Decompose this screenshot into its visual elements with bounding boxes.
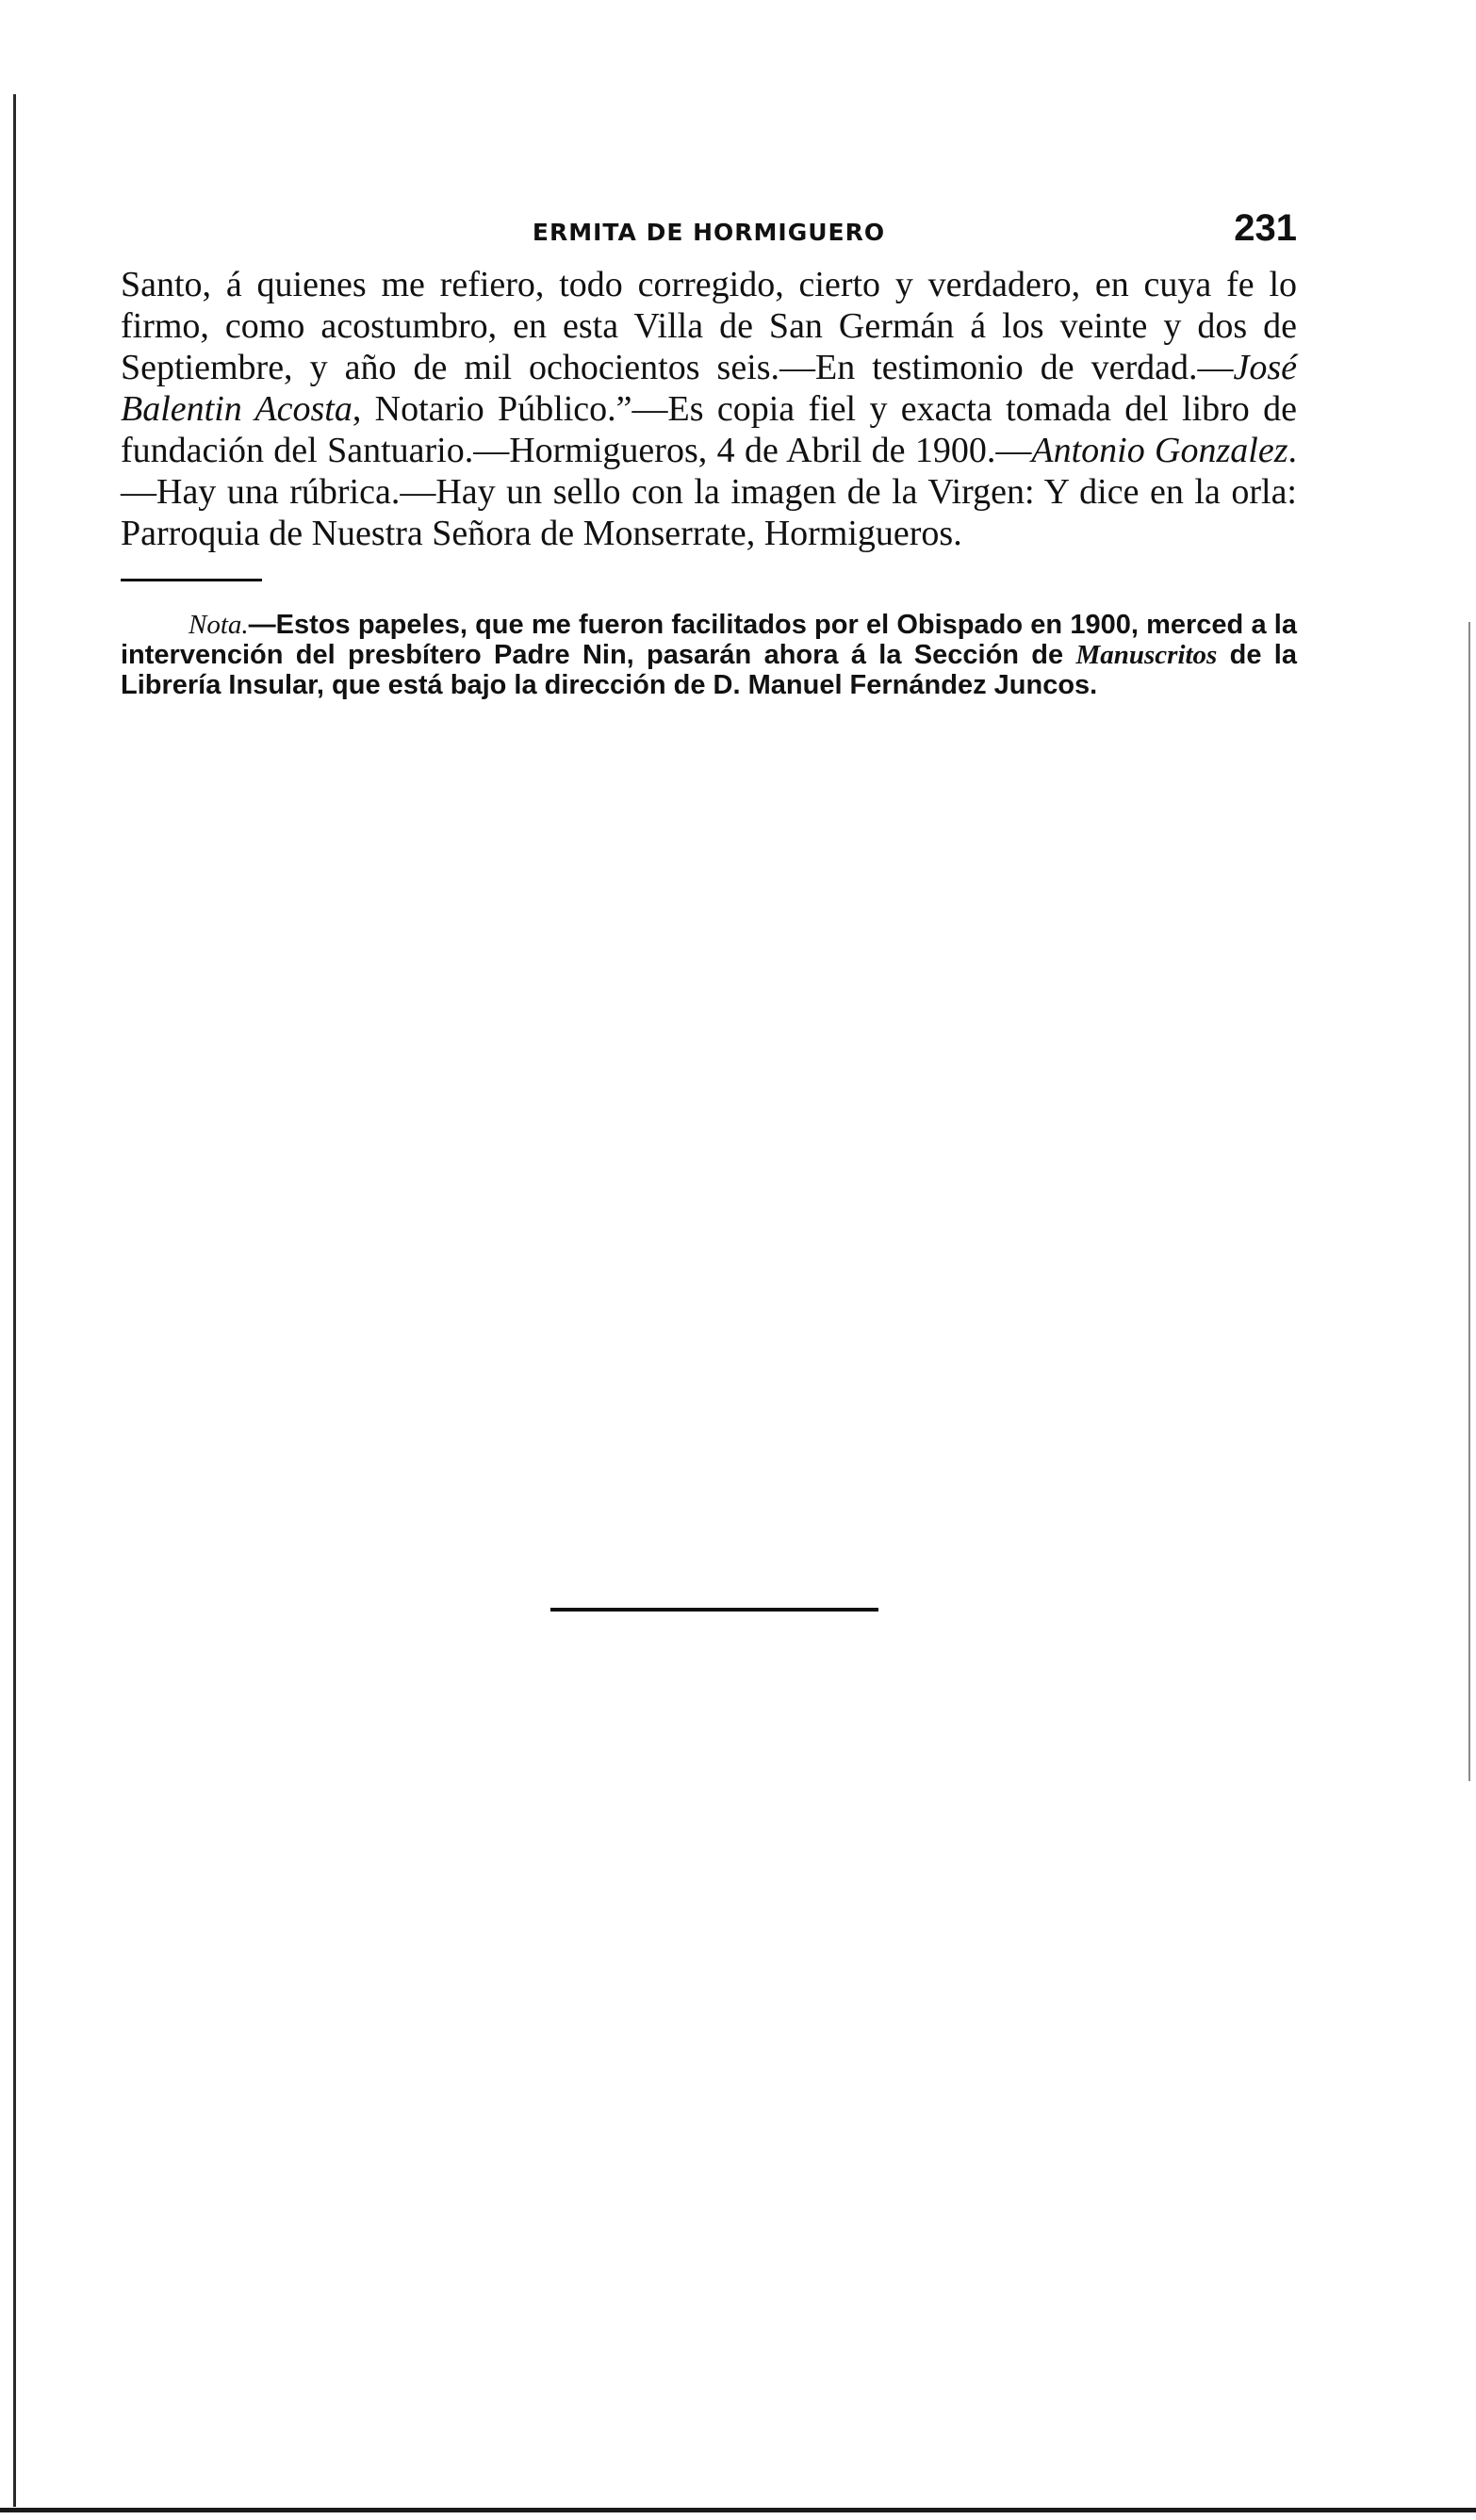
body-text-part-1: Santo, á quienes me refiero, todo corregido, cierto y verdadero, en cuya fe lo firmo, como acostumbro, en esta Villa de San Germán á los veinte y dos de Septiembre, y año de mil ochocientos seis.—En testimonio de verdad.— (121, 265, 1297, 387)
signer-name-2: Antonio Gonzalez (1031, 431, 1288, 470)
running-head (121, 207, 1297, 264)
body-text-part-3: .—Hay una rúbrica.—Hay un sello con la imagen de la Virgen: Y dice en la orla: Parroquia de Nuestra Señora de Monserrate, Hormigueros. (121, 431, 1297, 553)
scan-edge-bottom (0, 2508, 1476, 2512)
footnote-italic-term: Manuscritos (1075, 640, 1218, 670)
scan-edge-right (1468, 622, 1470, 1781)
signer-name-1: José Balentin Acosta (121, 348, 1297, 429)
body-text-part-2: , Notario Público.”—Es copia fiel y exacta tomada del libro de fundación del Santuario.—Hormigueros, 4 de Abril de 1900.— (121, 389, 1297, 470)
footnote-text-part-2: de la Librería Insular, que está bajo la dirección de D. Manuel Fernández Juncos. (121, 640, 1297, 700)
footnote-text-part-1: —Estos papeles, que me fueron facilitados por el Obispado en 1900, merced a la intervención del presbítero Padre Nin, pasarán ahora á la Sección de (121, 610, 1297, 670)
body-paragraph (121, 264, 1297, 554)
footnote (121, 610, 1297, 700)
scan-edge-left (13, 94, 16, 2507)
running-title: ERMITA DE HORMIGUERO (532, 219, 886, 246)
footnote-label: Nota. (189, 610, 249, 640)
end-of-section-rule (550, 1608, 878, 1612)
page-number: 231 (1234, 207, 1297, 249)
footnote-separator (121, 579, 262, 581)
page (121, 207, 1297, 700)
